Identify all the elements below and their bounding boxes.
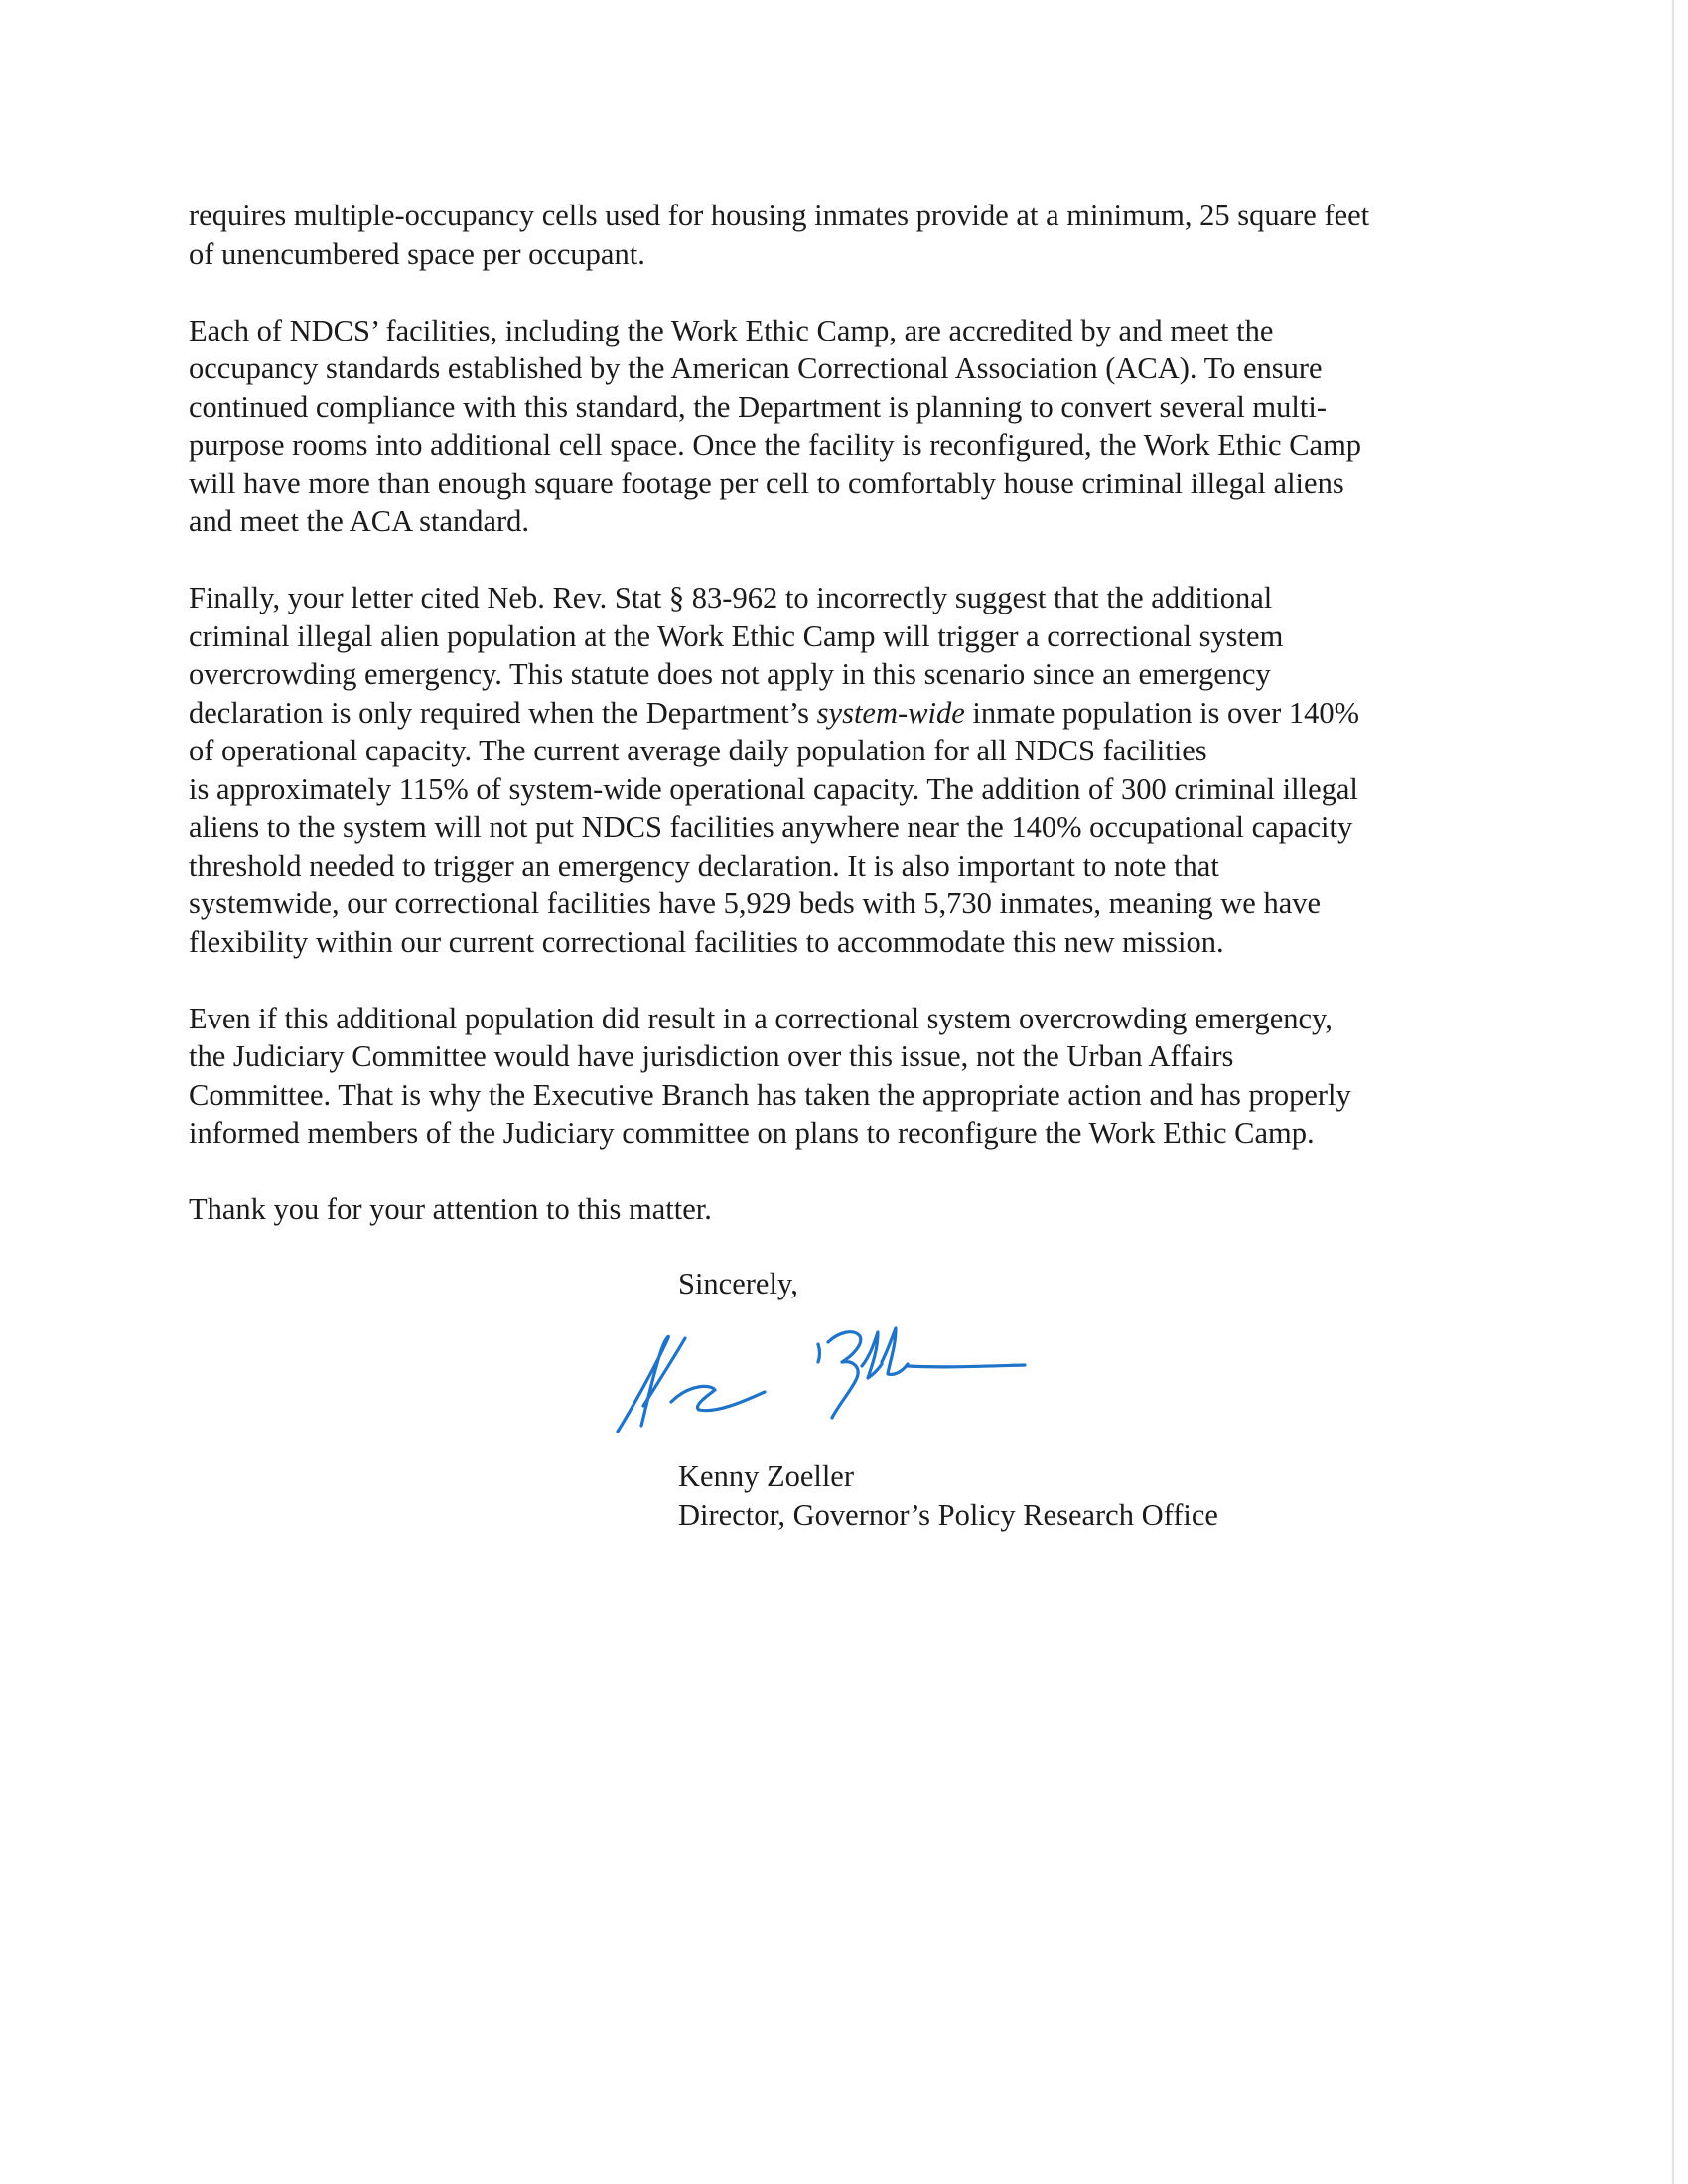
text-line: occupancy standards established by the American Correctional Association (ACA). To ensure (189, 351, 1323, 385)
text-line: Each of NDCS’ facilities, including the Work Ethic Camp, are accredited by and meet the (189, 313, 1274, 347)
text-line: threshold needed to trigger an emergency declaration. It is also important to note that (189, 848, 1219, 883)
declaration-text-before: declaration is only required when the Department’s (189, 695, 817, 730)
text-line: Thank you for your attention to this matter. (189, 1192, 712, 1226)
text-line: continued compliance with this standard, the Department is planning to convert several multi- (189, 389, 1327, 424)
signer-title: Director, Governor’s Policy Research Office (678, 1498, 1218, 1532)
text-line: requires multiple-occupancy cells used for housing inmates provide at a minimum, 25 square feet (189, 199, 1370, 232)
closing-salutation: Sincerely, (678, 1267, 798, 1300)
text-line: of operational capacity. The current average daily population for all NDCS facilities (189, 734, 1207, 767)
text-line: flexibility within our current correctional facilities to accommodate this new mission. (189, 924, 1224, 959)
handwritten-signature (608, 1310, 1035, 1459)
text-line: Finally, your letter cited Neb. Rev. Stat § 83-962 to incorrectly suggest that the additional (189, 581, 1273, 614)
text-line: the Judiciary Committee would have jurisdiction over this issue, not the Urban Affairs (189, 1039, 1234, 1073)
paragraph-thanks (189, 1190, 1509, 1229)
paragraph-occupancy-requirement (189, 197, 1509, 273)
paragraph-accreditation (189, 312, 1509, 541)
text-line: informed members of the Judiciary committee on plans to reconfigure the Work Ethic Camp. (189, 1116, 1315, 1150)
signature-strokes (618, 1328, 1025, 1432)
text-line: Committee. That is why the Executive Branch has taken the appropriate action and has properly (189, 1077, 1351, 1112)
signer-name: Kenny Zoeller (678, 1459, 854, 1493)
paragraph-jurisdiction (189, 1000, 1509, 1153)
declaration-line (189, 694, 1509, 733)
scan-edge (1672, 0, 1674, 2184)
system-wide-emphasis: system-wide (816, 695, 965, 730)
paragraph-statute (189, 579, 1509, 961)
text-line: of unencumbered space per occupant. (189, 236, 645, 271)
text-line: will have more than enough square footage per cell to comfortably house criminal illegal aliens (189, 466, 1344, 500)
declaration-text-after: inmate population is over 140% (964, 695, 1360, 730)
text-line: and meet the ACA standard. (189, 504, 530, 538)
text-line: systemwide, our correctional facilities have 5,929 beds with 5,730 inmates, meaning we have (189, 887, 1322, 920)
text-line: criminal illegal alien population at the Work Ethic Camp will trigger a correctional system (189, 618, 1284, 653)
text-line: is approximately 115% of system-wide operational capacity. The addition of 300 criminal illegal (189, 771, 1358, 806)
signer-block (678, 1457, 1218, 1535)
text-line: overcrowding emergency. This statute does not apply in this scenario since an emergency (189, 657, 1271, 691)
letter-body (189, 197, 1509, 1267)
text-line: aliens to the system will not put NDCS facilities anywhere near the 140% occupational capacity (189, 810, 1353, 844)
text-line: purpose rooms into additional cell space. Once the facility is reconfigured, the Work Ethic Camp (189, 428, 1362, 462)
text-line: Even if this additional population did result in a correctional system overcrowding emergency, (189, 1001, 1333, 1035)
